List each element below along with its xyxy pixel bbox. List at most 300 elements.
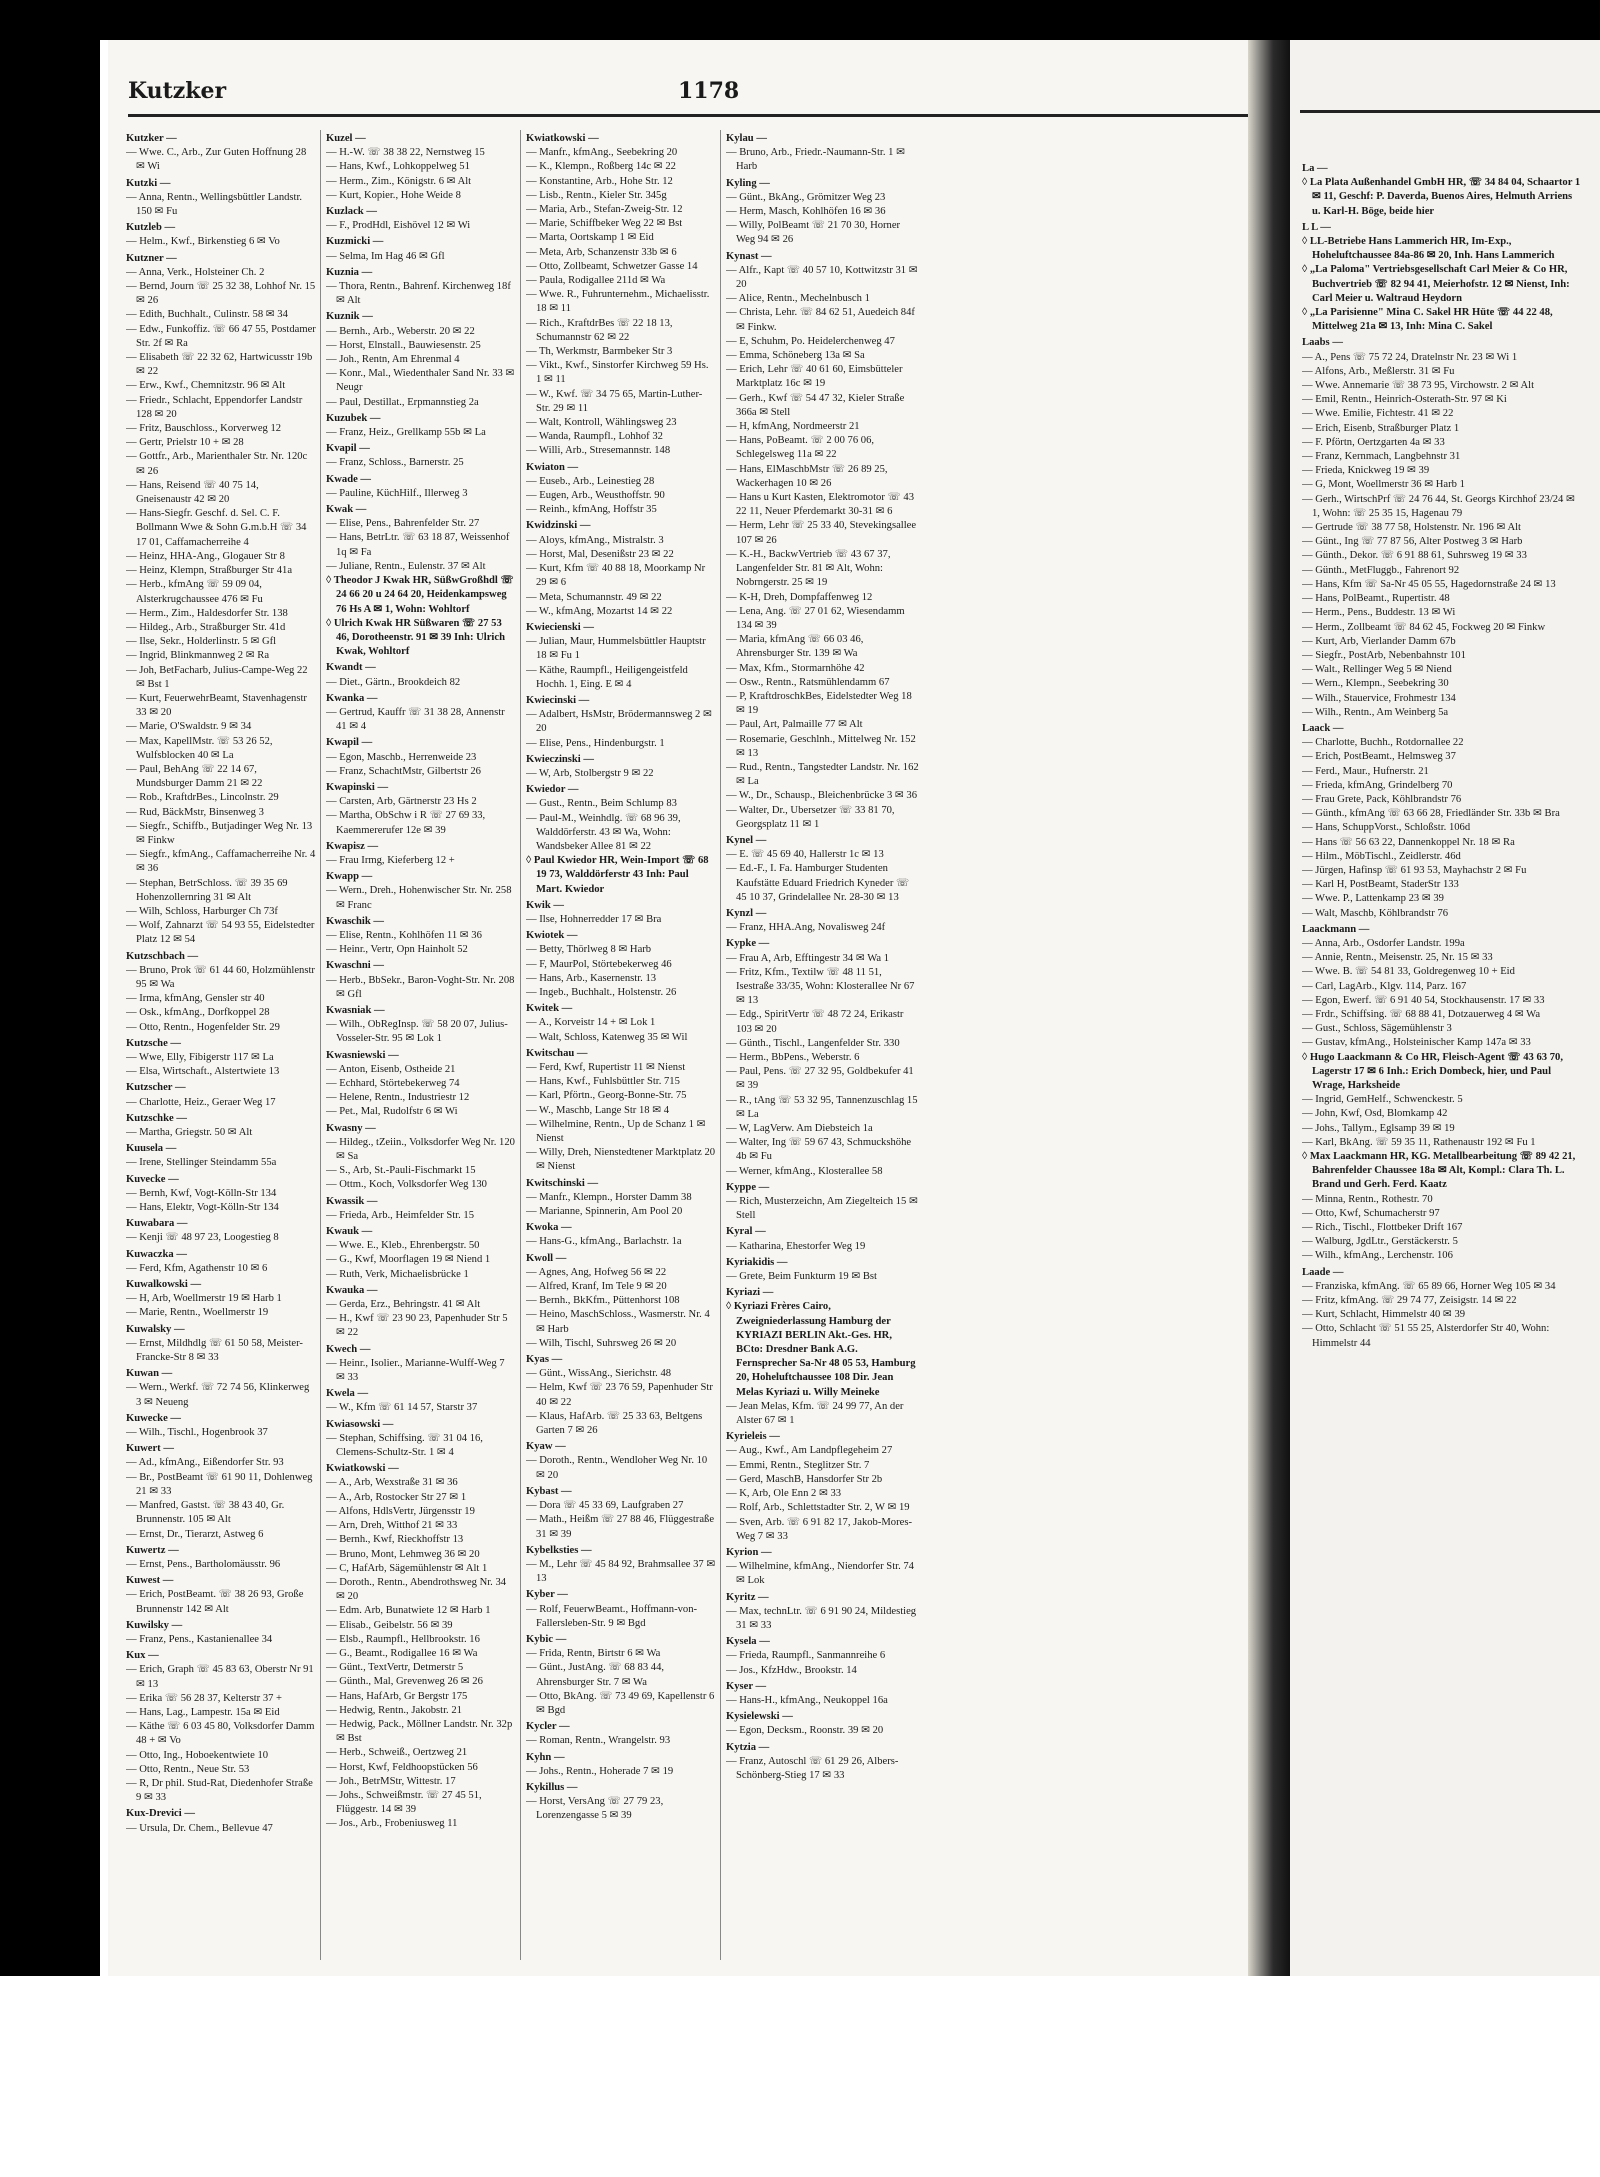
surname-heading: Kwaschni — bbox=[326, 960, 384, 972]
surname-heading: Kwiaton — bbox=[526, 461, 579, 473]
surname-heading: Kwassik — bbox=[326, 1195, 378, 1207]
directory-entry: — Rud, BäckMstr, Binsenweg 3 bbox=[126, 806, 264, 818]
directory-entry: — Käthe ☏ 6 03 45 80, Volksdorfer Damm 48 + ✉ Vo bbox=[126, 1721, 315, 1747]
directory-entry: — Diet., Gärtn., Brookdeich 82 bbox=[326, 676, 461, 688]
directory-entry: — Gust., Schloss, Sägemühlenstr 3 bbox=[1302, 1023, 1452, 1035]
directory-entry: — Paul, BehAng ☏ 22 14 67, Mundsburger Damm 21 ✉ 22 bbox=[126, 763, 263, 790]
directory-entry: — Annie, Rentn., Meisenstr. 25, Nr. 15 ✉ 33 bbox=[1302, 952, 1493, 964]
directory-entry: — A., Korveistr 14 + ✉ Lok 1 bbox=[526, 1017, 656, 1029]
directory-entry: — Carl, LagArb., Klgv. 114, Parz. 167 bbox=[1302, 980, 1467, 992]
directory-entry: — Rosemarie, Geschlnh., Mittelweg Nr. 152 ✉ 13 bbox=[726, 733, 916, 759]
directory-entry: — Kurt, Arb, Vierlander Damm 67b bbox=[1302, 635, 1456, 647]
directory-entry: — Elsa, Wirtschaft., Alstertwiete 13 bbox=[126, 1066, 280, 1078]
directory-entry: — Franz, Schloss., Barnerstr. 25 bbox=[326, 457, 464, 469]
directory-entry: — Wilh, Schloss, Harburger Ch 73f bbox=[126, 905, 278, 917]
directory-entry: — Bernh, Kwf, Vogt-Kölln-Str 134 bbox=[126, 1187, 277, 1199]
directory-entry: — Horst, Mal, Desenißstr 23 ✉ 22 bbox=[526, 548, 674, 560]
scan-border-bottom bbox=[0, 1976, 1600, 2177]
directory-entry: — Günth., Dekor. ☏ 6 91 88 61, Suhrsweg 19 ✉ 33 bbox=[1302, 550, 1527, 562]
directory-entry: — E, Schuhm, Po. Heidelerchenweg 47 bbox=[726, 335, 895, 347]
directory-entry: — Franziska, kfmAng. ☏ 65 89 66, Horner Weg 105 ✉ 34 bbox=[1302, 1280, 1556, 1292]
book-gutter bbox=[1248, 40, 1290, 1976]
directory-entry: — Irene, Stellinger Steindamm 55a bbox=[126, 1157, 277, 1169]
directory-entry: — Christa, Lehr. ☏ 84 62 51, Auedeich 84f ✉ Finkw. bbox=[726, 307, 915, 333]
directory-entry: — Werner, kfmAng., Klosterallee 58 bbox=[726, 1165, 883, 1177]
directory-entry: — Ernst, Pens., Bartholomäusstr. 96 bbox=[126, 1558, 281, 1570]
surname-heading: Kwapp — bbox=[326, 871, 373, 883]
directory-entry: — Erich, PostBeamt. ☏ 38 26 93, Große Brunnenstr 142 ✉ Alt bbox=[126, 1589, 304, 1615]
directory-entry: — Ottm., Koch, Volksdorfer Weg 130 bbox=[326, 1179, 487, 1191]
directory-entry: — Günth., MetFluggb., Fahrenort 92 bbox=[1302, 564, 1460, 576]
directory-entry: — Herb., Schweiß., Oertzweg 21 bbox=[326, 1747, 468, 1759]
directory-entry: — Heinr., Vertr, Opn Hainholt 52 bbox=[326, 944, 468, 956]
directory-entry: — Herm., Pens., Buddestr. 13 ✉ Wi bbox=[1302, 607, 1456, 619]
directory-entry: — Heinr., Isolier., Marianne-Wulff-Weg 7 ✉ 33 bbox=[326, 1357, 505, 1384]
directory-entry: — Doroth., Rentn., Abendrothsweg Nr. 34 ✉ 20 bbox=[326, 1576, 507, 1603]
surname-heading: Kwapisz — bbox=[326, 840, 379, 852]
directory-entry: — Alfons, Arb., Meßlerstr. 31 ✉ Fu bbox=[1302, 365, 1455, 377]
directory-entry: — Günth., Tischl., Langenfelder Str. 330 bbox=[726, 1037, 900, 1049]
directory-entry: — Elise, Rentn., Kohlhöfen 11 ✉ 36 bbox=[326, 929, 482, 941]
surname-heading: Kwanka — bbox=[326, 692, 378, 704]
surname-heading: Kylau — bbox=[726, 133, 767, 144]
surname-heading: La — bbox=[1302, 163, 1328, 174]
directory-entry: — Elisabeth ☏ 22 32 62, Hartwicusstr 19b ✉ 22 bbox=[126, 352, 313, 378]
directory-entry: — Hans, BetrLtr. ☏ 63 18 87, Weissenhof 1q ✉ Fa bbox=[326, 532, 510, 558]
directory-entry: — Adalbert, HsMstr, Brödermannsweg 2 ✉ 20 bbox=[526, 709, 712, 735]
surname-heading: Kuzmicki — bbox=[326, 236, 384, 248]
directory-entry: — Wern., Dreh., Hohenwischer Str. Nr. 258 ✉ Franc bbox=[326, 885, 512, 911]
directory-entry: — Lena, Ang. ☏ 27 01 62, Wiesendamm 134 ✉ 39 bbox=[726, 605, 905, 631]
directory-entry: — Maria, kfmAng ☏ 66 03 46, Ahrensburger Str. 139 ✉ Wa bbox=[726, 634, 864, 660]
directory-entry: — Wilh, Tischl, Suhrsweg 26 ✉ 20 bbox=[526, 1337, 677, 1349]
directory-entry: — Dora ☏ 45 33 69, Laufgraben 27 bbox=[526, 1500, 684, 1512]
surname-heading: Kwitschau — bbox=[526, 1047, 588, 1059]
surname-heading: Kyppe — bbox=[726, 1181, 770, 1193]
surname-heading: Kuznia — bbox=[326, 266, 373, 278]
directory-entry: — Konr., Mal., Wiedenthaler Sand Nr. 33 ✉ Neugr bbox=[326, 368, 515, 394]
directory-entry: — Gottfr., Arb., Marienthaler Str. Nr. 120c ✉ 26 bbox=[126, 451, 308, 477]
directory-entry: — Manfr., kfmAng., Seebekring 20 bbox=[526, 147, 678, 159]
surname-heading: Kux-Drevici — bbox=[126, 1808, 195, 1820]
directory-entry: — Rob., KraftdrBes., Lincolnstr. 29 bbox=[126, 792, 279, 804]
surname-heading: Kyhn — bbox=[526, 1751, 565, 1763]
directory-entry: — Erich, Eisenb, Straßburger Platz 1 bbox=[1302, 422, 1460, 434]
directory-entry: — K.-H., BackwVertrieb ☏ 43 67 37, Langenfelder Str. 81 ✉ Alt, Wohn: Nobrngerstr. 25 ✉ 19 bbox=[726, 548, 891, 589]
directory-entry: — H.-W. ☏ 38 38 22, Nernstweg 15 bbox=[326, 147, 485, 159]
directory-entry: — Hans, Kfm ☏ Sa-Nr 45 05 55, Hagedornstraße 24 ✉ 13 bbox=[1302, 578, 1556, 590]
directory-entry: — Osw., Rentn., Ratsmühlendamm 67 bbox=[726, 676, 890, 688]
directory-entry: — G, Mont, Woellmerstr 36 ✉ Harb 1 bbox=[1302, 479, 1465, 491]
directory-entry: — Ernst, Mildhdlg ☏ 61 50 58, Meister-Francke-Str 8 ✉ 33 bbox=[126, 1337, 303, 1364]
directory-entry: — Maria, Arb., Stefan-Zweig-Str. 12 bbox=[526, 204, 683, 216]
directory-entry: — Ursula, Dr. Chem., Bellevue 47 bbox=[126, 1822, 273, 1834]
directory-entry: — Meta, Schumannstr. 49 ✉ 22 bbox=[526, 591, 662, 603]
surname-heading: Kyas — bbox=[526, 1354, 563, 1366]
directory-entry: — Wanda, Raumpfl., Lohhof 32 bbox=[526, 431, 663, 443]
business-listing: ◊ La Plata Außenhandel GmbH HR, ☏ 34 84 04, Schaartor 1 ✉ 11, Geschf: P. Daverda, Buenos Aires, Helmuth Arriens u. Karl-H. Böge, beide hier bbox=[1302, 177, 1581, 217]
directory-entry: — Manfred, Gastst. ☏ 38 43 40, Gr. Brunnenstr. 105 ✉ Alt bbox=[126, 1500, 285, 1526]
surname-heading: Kyrion — bbox=[726, 1546, 772, 1558]
surname-heading: Kutzki — bbox=[126, 177, 171, 189]
directory-entry: — Franz, Pens., Kastanienallee 34 bbox=[126, 1633, 273, 1645]
directory-entry: — Frida, Rentn, Birtstr 6 ✉ Wa bbox=[526, 1648, 661, 1660]
directory-entry: — Elisab., Geibelstr. 56 ✉ 39 bbox=[326, 1619, 453, 1631]
directory-entry: — Hans, Kwf., Lohkoppelweg 51 bbox=[326, 161, 470, 173]
directory-entry: — Emma, Schöneberg 13a ✉ Sa bbox=[726, 350, 865, 362]
directory-entry: — Ruth, Verk, Michaelisbrücke 1 bbox=[326, 1268, 469, 1280]
directory-entry: — Wwe. E., Kleb., Ehrenbergstr. 50 bbox=[326, 1240, 480, 1252]
directory-entry: — John, Kwf, Osd, Blomkamp 42 bbox=[1302, 1108, 1448, 1120]
directory-entry: — Walt, Schloss, Katenweg 35 ✉ Wil bbox=[526, 1031, 688, 1043]
directory-entry: — Julian, Maur, Hummelsbüttler Hauptstr 18 ✉ Fu 1 bbox=[526, 636, 706, 662]
surname-heading: Kwiecinski — bbox=[526, 694, 590, 706]
directory-entry: — Rich, Musterzeichn, Am Ziegelteich 15 ✉ Stell bbox=[726, 1196, 918, 1222]
page-running-head: Kutzker bbox=[128, 78, 227, 104]
directory-entry: — Klaus, HafArb. ☏ 25 33 63, Beltgens Garten 7 ✉ 26 bbox=[526, 1410, 703, 1437]
header-rule bbox=[1300, 110, 1600, 113]
directory-entry: — H, kfmAng, Nordmeerstr 21 bbox=[726, 421, 860, 433]
directory-entry: — Otto, Rentn., Neue Str. 53 bbox=[126, 1763, 250, 1775]
directory-entry: — C, HafArb, Sägemühlenstr ✉ Alt 1 bbox=[326, 1562, 488, 1574]
directory-entry: — Bernd, Journ ☏ 25 32 38, Lohhof Nr. 15 ✉ 26 bbox=[126, 281, 316, 307]
surname-heading: Kwapil — bbox=[326, 737, 373, 749]
surname-heading: Kux — bbox=[126, 1650, 159, 1662]
surname-heading: Kwiatkowski — bbox=[326, 1463, 399, 1475]
directory-entry: — Günth., kfmAng ☏ 63 66 28, Friedländer Str. 33b ✉ Bra bbox=[1302, 808, 1560, 820]
directory-entry: — Martha, Griegstr. 50 ✉ Alt bbox=[126, 1127, 253, 1139]
directory-entry: — Elise, Pens., Hindenburgstr. 1 bbox=[526, 737, 665, 749]
surname-heading: Kybic — bbox=[526, 1633, 567, 1645]
directory-entry: — Edw., Funkoffiz. ☏ 66 47 55, Postdamer Str. 2f ✉ Ra bbox=[126, 323, 316, 349]
directory-entry: — Franz, Heiz., Grellkamp 55b ✉ La bbox=[326, 427, 486, 439]
surname-heading: Kutzschbach — bbox=[126, 950, 199, 962]
directory-entry: — Hans, PoBeamt. ☏ 2 00 76 06, Schlegelsweg 11a ✉ 22 bbox=[726, 435, 875, 461]
directory-entry: — Osk., kfmAng., Dorfkoppel 28 bbox=[126, 1007, 270, 1019]
surname-heading: Kutzner — bbox=[126, 252, 177, 264]
surname-heading: Kwiatkowski — bbox=[526, 133, 599, 144]
directory-entry: — Emmi, Rentn., Steglitzer Str. 7 bbox=[726, 1459, 870, 1471]
surname-heading: Kwauka — bbox=[326, 1284, 378, 1296]
directory-entry: — Echhard, Störtebekerweg 74 bbox=[326, 1078, 460, 1089]
directory-entry: — Johs., Rentn., Hoherade 7 ✉ 19 bbox=[526, 1765, 674, 1777]
directory-entry: — W., Kwf. ☏ 34 75 65, Martin-Luther-Str. 29 ✉ 11 bbox=[526, 388, 703, 414]
surname-heading: Kyral — bbox=[726, 1226, 766, 1238]
directory-entry: — Helene, Rentn., Industriestr 12 bbox=[326, 1092, 470, 1104]
directory-entry: — H., Kwf ☏ 23 90 23, Papenhuder Str 5 ✉ 22 bbox=[326, 1313, 508, 1339]
directory-entry: — Wern., Klempn., Seebekring 30 bbox=[1302, 678, 1449, 690]
directory-entry: — K., Klempn., Roßberg 14c ✉ 22 bbox=[526, 161, 676, 173]
surname-heading: Kutzscher — bbox=[126, 1082, 186, 1094]
directory-entry: — Marta, Oortskamp 1 ✉ Eid bbox=[526, 232, 654, 244]
directory-entry: — Ilse, Sekr., Holderlinstr. 5 ✉ Gfl bbox=[126, 636, 277, 648]
directory-entry: — Wilhelmine, Rentn., Up de Schanz 1 ✉ Nienst bbox=[526, 1118, 706, 1145]
directory-entry: — Ed.-F., I. Fa. Hamburger Studenten Kaufstätte Eduard Friedrich Kyneder ☏ 45 10 37, Grindelallee Nr. 28-30 ✉ 13 bbox=[726, 863, 910, 903]
directory-entry: — Paul, Art, Palmaille 77 ✉ Alt bbox=[726, 719, 863, 731]
directory-entry: — Fritz, Kfm., Textilw ☏ 48 11 51, Isestraße 33/35, Wohn: Klosterallee Nr 67 ✉ 13 bbox=[726, 966, 915, 1007]
directory-entry: — Max, KapellMstr. ☏ 53 26 52, Wulfsblocken 40 ✉ La bbox=[126, 735, 273, 761]
surname-heading: Kyrieleis — bbox=[726, 1431, 780, 1443]
surname-heading: Kwieczinski — bbox=[526, 753, 594, 765]
directory-entry: — Roman, Rentn., Wrangelstr. 93 bbox=[526, 1735, 671, 1747]
directory-entry: — W, Arb, Stolbergstr 9 ✉ 22 bbox=[526, 767, 654, 779]
directory-entry: — Hildeg., tZeiin., Volksdorfer Weg Nr. 120 ✉ Sa bbox=[326, 1136, 515, 1163]
directory-entry: — Gust., Rentn., Beim Schlump 83 bbox=[526, 798, 677, 810]
directory-entry: — Gertrude ☏ 38 77 58, Holstenstr. Nr. 196 ✉ Alt bbox=[1302, 522, 1521, 534]
column-1 bbox=[126, 130, 316, 1960]
directory-entry: — Hedwig, Pack., Möllner Landstr. Nr. 32p ✉ Bst bbox=[326, 1718, 513, 1745]
surname-heading: Kuwecke — bbox=[126, 1412, 182, 1424]
directory-entry: — Hans, Lag., Lampestr. 15a ✉ Eid bbox=[126, 1706, 280, 1718]
directory-entry: — Th, Werkmstr, Barmbeker Str 3 bbox=[526, 346, 673, 358]
directory-entry: — Frieda, kfmAng, Grindelberg 70 bbox=[1302, 779, 1453, 791]
directory-entry: — Marianne, Spinnerin, Am Pool 20 bbox=[526, 1206, 683, 1218]
directory-entry: — Herm., Zim., Haldesdorfer Str. 138 bbox=[126, 607, 288, 619]
directory-entry: — Hans, PolBeamt., Rupertistr. 48 bbox=[1302, 593, 1450, 605]
directory-entry: — Frau Irmg, Kieferberg 12 + bbox=[326, 854, 455, 866]
directory-entry: — P, KraftdroschkBes, Eidelstedter Weg 18 ✉ 19 bbox=[726, 690, 912, 717]
directory-entry: — Otto, BkAng. ☏ 73 49 69, Kapellenstr 6 ✉ Bgd bbox=[526, 1690, 715, 1716]
directory-entry: — Otto, Kwf, Schumacherstr 97 bbox=[1302, 1207, 1440, 1219]
surname-heading: Kuwalsky — bbox=[126, 1323, 185, 1335]
directory-entry: — Wwe. Emilie, Fichtestr. 41 ✉ 22 bbox=[1302, 408, 1454, 420]
directory-entry: — Lisb., Rentn., Kieler Str. 345g bbox=[526, 189, 667, 201]
directory-entry: — Karl, BkAng. ☏ 59 35 11, Rathenaustr 192 ✉ Fu 1 bbox=[1302, 1136, 1536, 1148]
directory-entry: — Selma, Im Hag 46 ✉ Gfl bbox=[326, 250, 445, 262]
directory-entry: — K-H, Dreh, Dompfaffenweg 12 bbox=[726, 591, 873, 603]
directory-entry: — Wilh., Rentn., Am Weinberg 5a bbox=[1302, 706, 1449, 718]
directory-entry: — Johs., Tallym., Eglsamp 39 ✉ 19 bbox=[1302, 1122, 1455, 1134]
directory-entry: — Kurt, Schlacht, Himmelstr 40 ✉ 39 bbox=[1302, 1309, 1466, 1321]
directory-entry: — Wolf, Zahnarzt ☏ 54 93 55, Eidelstedter Platz 12 ✉ 54 bbox=[126, 920, 315, 946]
directory-entry: — W., Kfm ☏ 61 14 57, Starstr 37 bbox=[326, 1402, 478, 1414]
surname-heading: Kuznik — bbox=[326, 311, 373, 323]
directory-entry: — Ferd, Kfm, Agathenstr 10 ✉ 6 bbox=[126, 1262, 268, 1274]
directory-entry: — Otto, Schlacht ☏ 51 55 25, Alsterdorfer Str 40, Wohn: Himmelstr 44 bbox=[1302, 1323, 1550, 1349]
directory-entry: — Franz, HHA.Ang, Novalisweg 24f bbox=[726, 922, 886, 934]
directory-entry: — Max, Kfm., Stormarnhöhe 42 bbox=[726, 662, 865, 674]
directory-entry: — G., Beamt., Rodigallee 16 ✉ Wa bbox=[326, 1647, 478, 1659]
directory-entry: — Hans, Elektr, Vogt-Kölln-Str 134 bbox=[126, 1202, 279, 1214]
directory-entry: — S., Arb, St.-Pauli-Fischmarkt 15 bbox=[326, 1165, 476, 1177]
surname-heading: Kwech — bbox=[326, 1343, 371, 1355]
directory-entry: — Erich, PostBeamt., Helmsweg 37 bbox=[1302, 751, 1456, 763]
directory-entry: — Käthe, Raumpfl., Heiligengeistfeld Hochh. 1, Eing. E ✉ 4 bbox=[526, 664, 688, 690]
directory-entry: — Pauline, KüchHilf., Illerweg 3 bbox=[326, 487, 468, 499]
surname-heading: Kwaschik — bbox=[326, 915, 384, 927]
directory-entry: — Stephan, BetrSchloss. ☏ 39 35 69 Hohenzollernring 31 ✉ Alt bbox=[126, 877, 288, 903]
directory-entry: — Hans-Siegfr. Geschf. d. Sel. C. F. Bollmann Wwe & Sohn G.m.b.H ☏ 34 17 01, Caffamacherreihe 4 bbox=[126, 508, 307, 548]
directory-entry: — H, Arb, Woellmerstr 19 ✉ Harb 1 bbox=[126, 1293, 282, 1305]
directory-entry: — Elsb., Raumpfl., Hellbrookstr. 16 bbox=[326, 1633, 480, 1645]
directory-entry: — Marie, Schiffbeker Weg 22 ✉ Bst bbox=[526, 218, 683, 230]
surname-heading: Kypke — bbox=[726, 938, 770, 950]
directory-entry: — Gertrud, Kauffr ☏ 31 38 28, Annenstr 41 ✉ 4 bbox=[326, 706, 505, 733]
directory-entry: — Heino, MaschSchloss., Wasmerstr. Nr. 4 ✉ Harb bbox=[526, 1309, 710, 1335]
directory-entry: — Hans, ElMaschbMstr ☏ 26 89 25, Wackerhagen 10 ✉ 26 bbox=[726, 463, 888, 489]
directory-entry: — Horst, Elnstall., Bauwiesenstr. 25 bbox=[326, 339, 481, 351]
directory-entry: — Hilm., MöbTischl., Zeidlerstr. 46d bbox=[1302, 850, 1461, 862]
business-listing: ◊ „La Paloma" Vertriebsgesellschaft Carl Meier & Co HR, Buchvertrieb ☏ 82 94 41, Meierhofstr. 12 ✉ Nienst, Inh: Carl Meier u. Waltraud Heydorn bbox=[1302, 264, 1570, 304]
directory-entry: — Frau Grete, Pack, Köhlbrandstr 76 bbox=[1302, 793, 1462, 805]
directory-entry: — Bruno, Prok ☏ 61 44 60, Holzmühlenstr 95 ✉ Wa bbox=[126, 964, 315, 990]
directory-entry: — Joh., BetrMStr, Wittestr. 17 bbox=[326, 1775, 456, 1787]
directory-entry: — Jürgen, Hafinsp ☏ 61 93 53, Mayhachstr 2 ✉ Fu bbox=[1302, 864, 1527, 876]
directory-entry: — Gertr, Prielstr 10 + ✉ 28 bbox=[126, 437, 244, 449]
directory-entry: — Charlotte, Buchh., Rotdornallee 22 bbox=[1302, 737, 1464, 749]
directory-entry: — Siegfr., Schiffb., Butjadinger Weg Nr. 13 ✉ Finkw bbox=[126, 820, 313, 846]
column-divider bbox=[520, 130, 521, 1960]
directory-entry: — Ilse, Hohnerredder 17 ✉ Bra bbox=[526, 913, 662, 925]
surname-heading: Kuzel — bbox=[326, 133, 366, 144]
surname-heading: Kuzubek — bbox=[326, 412, 381, 424]
directory-entry: — Günt., JustAng. ☏ 68 83 44, Ahrensburger Str. 7 ✉ Wa bbox=[526, 1662, 665, 1688]
directory-entry: — Egon, Decksm., Roonstr. 39 ✉ 20 bbox=[726, 1725, 884, 1737]
directory-entry: — W, LagVerw. Am Diebsteich 1a bbox=[726, 1123, 873, 1135]
surname-heading: Kuwest — bbox=[126, 1575, 174, 1587]
directory-entry: — A., Arb, Rostocker Str 27 ✉ 1 bbox=[326, 1491, 467, 1503]
directory-entry: — Br., PostBeamt ☏ 61 90 11, Dohlenweg 21 ✉ 33 bbox=[126, 1471, 313, 1497]
directory-entry: — Egon, Ewerf. ☏ 6 91 40 54, Stockhausenstr. 17 ✉ 33 bbox=[1302, 994, 1545, 1006]
directory-entry: — Emil, Rentn., Heinrich-Osterath-Str. 97 ✉ Ki bbox=[1302, 394, 1507, 406]
column-3 bbox=[526, 130, 716, 1960]
directory-entry: — F., ProdHdl, Eishövel 12 ✉ Wi bbox=[326, 220, 471, 232]
directory-entry: — Wilh., ObRegInsp. ☏ 58 20 07, Julius-Vosseler-Str. 95 ✉ Lok 1 bbox=[326, 1019, 508, 1045]
directory-entry: — Otto, Rentn., Hogenfelder Str. 29 bbox=[126, 1021, 280, 1033]
directory-entry: — Doroth., Rentn., Wendloher Weg Nr. 10 ✉ 20 bbox=[526, 1455, 708, 1481]
surname-heading: Laabs — bbox=[1302, 337, 1343, 349]
surname-heading: Kwak — bbox=[326, 504, 367, 516]
directory-entry: — Bernh., Arb., Weberstr. 20 ✉ 22 bbox=[326, 325, 475, 337]
directory-entry: — Walburg, JgdLtr., Gerstäckerstr. 5 bbox=[1302, 1236, 1458, 1248]
directory-entry: — Günt., BkAng., Grömitzer Weg 23 bbox=[726, 191, 886, 203]
surname-heading: Kybast — bbox=[526, 1485, 572, 1497]
directory-entry: — Ferd., Maur., Hufnerstr. 21 bbox=[1302, 765, 1429, 777]
surname-heading: Kuwertz — bbox=[126, 1544, 179, 1556]
surname-heading: Kysielewski — bbox=[726, 1711, 793, 1723]
directory-entry: — Günt., TextVertr, Detmerstr 5 bbox=[326, 1662, 464, 1674]
column-5 bbox=[1302, 160, 1582, 1976]
directory-entry: — Stephan, Schiffsing. ☏ 31 04 16, Clemens-Schultz-Str. 1 ✉ 4 bbox=[326, 1432, 483, 1459]
directory-entry: — Bruno, Mont, Lehmweg 36 ✉ 20 bbox=[326, 1548, 480, 1560]
directory-entry: — Katharina, Ehestorfer Weg 19 bbox=[726, 1240, 866, 1252]
directory-entry: — Willy, PolBeamt ☏ 21 70 30, Horner Weg 94 ✉ 26 bbox=[726, 220, 901, 246]
directory-entry: — Wwe. B. ☏ 54 81 33, Goldregenweg 10 + Eid bbox=[1302, 966, 1515, 978]
directory-entry: — Edm. Arb, Bunatwiete 12 ✉ Harb 1 bbox=[326, 1605, 491, 1617]
directory-entry: — Erw., Kwf., Chemnitzstr. 96 ✉ Alt bbox=[126, 380, 286, 392]
surname-heading: Kuwabara — bbox=[126, 1218, 188, 1230]
directory-entry: — Aloys, kfmAng., Mistralstr. 3 bbox=[526, 534, 664, 546]
column-divider bbox=[720, 130, 721, 1960]
directory-entry: — Hans, SchuppVorst., Schloßstr. 106d bbox=[1302, 822, 1471, 834]
directory-entry: — A., Pens ☏ 75 72 24, Dratelnstr Nr. 23 ✉ Wi 1 bbox=[1302, 351, 1518, 363]
surname-heading: Kwapinski — bbox=[326, 781, 389, 793]
surname-heading: Kwiecienski — bbox=[526, 621, 594, 633]
surname-heading: Kwasniak — bbox=[326, 1004, 385, 1016]
directory-entry: — W., kfmAng, Mozartst 14 ✉ 22 bbox=[526, 605, 673, 617]
surname-heading: Kutzker — bbox=[126, 133, 177, 144]
business-listing: ◊ Ulrich Kwak HR Süßwaren ☏ 27 53 46, Dorotheenstr. 91 ✉ 39 Inh: Ulrich Kwak, Wohltorf bbox=[326, 617, 505, 658]
directory-entry: — Walt, Kontroll, Wählingsweg 23 bbox=[526, 417, 677, 429]
directory-entry: — Joh., Rentn, Am Ehrenmal 4 bbox=[326, 354, 460, 366]
surname-heading: Kytzia — bbox=[726, 1741, 770, 1753]
directory-entry: — Manfr., Klempn., Horster Damm 38 bbox=[526, 1191, 692, 1203]
directory-entry: — Hans ☏ 56 63 22, Dannenkoppel Nr. 18 ✉ Ra bbox=[1302, 836, 1515, 848]
directory-entry: — Anna, Rentn., Wellingsbüttler Landstr. 150 ✉ Fu bbox=[126, 191, 303, 218]
business-listing: ◊ Theodor J Kwak HR, SüßwGroßhdl ☏ 24 66 20 u 24 64 20, Heidenkampsweg 76 Hs A ✉ 1, Wohn: Wohltorf bbox=[326, 575, 514, 615]
page-header bbox=[128, 78, 1248, 118]
directory-entry: — Marie, Rentn., Woellmerstr 19 bbox=[126, 1307, 269, 1319]
column-divider bbox=[320, 130, 321, 1960]
scan-border-top bbox=[0, 0, 1600, 40]
directory-entry: — Math., Heißm ☏ 27 88 46, Flüggestraße 31 ✉ 39 bbox=[526, 1514, 715, 1540]
directory-entry: — Wwe. C., Arb., Zur Guten Hoffnung 28 ✉ Wi bbox=[126, 147, 307, 173]
directory-entry: — K, Arb, Ole Enn 2 ✉ 33 bbox=[726, 1488, 842, 1500]
directory-entry: — Jos., Arb., Frobeniusweg 11 bbox=[326, 1818, 458, 1830]
directory-entry: — Frau A, Arb, Efftingestr 34 ✉ Wa 1 bbox=[726, 952, 889, 964]
surname-heading: Kuvecke — bbox=[126, 1173, 179, 1185]
surname-heading: Kwandt — bbox=[326, 662, 376, 674]
directory-entry: — Elise, Pens., Bahrenfelder Str. 27 bbox=[326, 518, 480, 530]
directory-entry: — Walter, Ing ☏ 59 67 43, Schmuckshöhe 4b ✉ Fu bbox=[726, 1137, 912, 1163]
directory-entry: — Fritz, kfmAng. ☏ 29 74 77, Zeisigstr. 14 ✉ 22 bbox=[1302, 1295, 1517, 1307]
directory-entry: — Jos., KfzHdw., Brookstr. 14 bbox=[726, 1664, 857, 1676]
surname-heading: Kuwalkowski — bbox=[126, 1279, 202, 1291]
surname-heading: Kutzleb — bbox=[126, 222, 176, 234]
directory-entry: — Franz, Kernmach, Langbehnstr 31 bbox=[1302, 451, 1461, 463]
directory-entry: — Frdr., Schiffsing. ☏ 68 88 41, Dotzauerweg 4 ✉ Wa bbox=[1302, 1008, 1541, 1020]
directory-entry: — M., Lehr ☏ 45 84 92, Brahmsallee 37 ✉ 13 bbox=[526, 1558, 716, 1585]
directory-entry: — Wwe, Elly, Fibigerstr 117 ✉ La bbox=[126, 1052, 274, 1063]
directory-entry: — Hildeg., Arb., Straßburger Str. 41d bbox=[126, 621, 286, 633]
surname-heading: Kuzlack — bbox=[326, 206, 377, 218]
directory-entry: — Johs., Schweißmstr. ☏ 27 45 51, Flüggestr. 14 ✉ 39 bbox=[326, 1789, 482, 1816]
directory-entry: — Hans-H., kfmAng., Neukoppel 16a bbox=[726, 1694, 888, 1706]
directory-entry: — Frieda, Knickweg 19 ✉ 39 bbox=[1302, 465, 1430, 477]
directory-entry: — Paul-M., Weinhdlg. ☏ 68 96 39, Walddörferstr. 43 ✉ Wa, Wohn: Wandsbeker Allee 81 ✉ 22 bbox=[526, 812, 681, 852]
directory-entry: — Herm., Zim., Königstr. 6 ✉ Alt bbox=[326, 175, 472, 187]
surname-heading: Kyser — bbox=[726, 1680, 767, 1692]
surname-heading: Kysela — bbox=[726, 1636, 770, 1648]
directory-entry: — Ernst, Dr., Tierarzt, Astweg 6 bbox=[126, 1528, 264, 1540]
directory-entry: — Charlotte, Heiz., Geraer Weg 17 bbox=[126, 1096, 276, 1108]
directory-entry: — W., Maschb, Lange Str 18 ✉ 4 bbox=[526, 1104, 670, 1116]
directory-entry: — Rud., Rentn., Tangstedter Landstr. Nr. 162 ✉ La bbox=[726, 761, 919, 788]
directory-entry: — F. Pförtn, Oertzgarten 4a ✉ 33 bbox=[1302, 436, 1445, 448]
directory-entry: — A., Arb, Wexstraße 31 ✉ 36 bbox=[326, 1477, 458, 1489]
directory-entry: — Friedr., Schlacht, Eppendorfer Landstr 128 ✉ 20 bbox=[126, 394, 303, 420]
directory-entry: — Juliane, Rentn., Eulenstr. 37 ✉ Alt bbox=[326, 560, 486, 572]
directory-entry: — Willi, Arb., Stresemannstr. 148 bbox=[526, 445, 671, 457]
directory-entry: — Horst, VersAng ☏ 27 79 23, Lorenzengasse 5 ✉ 39 bbox=[526, 1796, 664, 1822]
directory-entry: — Herb., BbSekr., Baron-Voght-Str. Nr. 208 ✉ Gfl bbox=[326, 974, 515, 1000]
surname-heading: Kwasniewski — bbox=[326, 1049, 399, 1061]
directory-entry: — Minna, Rentn., Rothestr. 70 bbox=[1302, 1193, 1433, 1205]
directory-entry: — Alfr., Kapt ☏ 40 57 10, Kottwitzstr 31 ✉ 20 bbox=[726, 264, 918, 291]
surname-heading: Kwoll — bbox=[526, 1252, 567, 1264]
directory-entry: — Karl H, PostBeamt, StaderStr 133 bbox=[1302, 879, 1459, 891]
directory-entry: — Hans, Reisend ☏ 40 75 14, Gneisenaustr 42 ✉ 20 bbox=[126, 479, 259, 506]
directory-entry: — E. ☏ 45 69 40, Hallerstr 1c ✉ 13 bbox=[726, 849, 884, 861]
directory-entry: — Egon, Maschb., Herrenweide 23 bbox=[326, 751, 477, 763]
directory-entry: — Ad., kfmAng., Eißendorfer Str. 93 bbox=[126, 1457, 284, 1469]
directory-entry: — Vikt., Kwf., Sinstorfer Kirchweg 59 Hs. 1 ✉ 11 bbox=[526, 360, 709, 386]
column-4 bbox=[726, 130, 921, 1960]
page-number: 1178 bbox=[678, 78, 740, 104]
directory-entry: — Euseb., Arb., Leinestieg 28 bbox=[526, 475, 655, 487]
directory-entry: — Thora, Rentn., Bahrenf. Kirchenweg 18f ✉ Alt bbox=[326, 281, 511, 307]
business-listing: ◊ „La Parisienne" Mina C. Sakel HR Hüte ☏ 44 22 48, Mittelweg 21a ✉ 13, Inh: Mina C. Sakel bbox=[1302, 307, 1553, 333]
